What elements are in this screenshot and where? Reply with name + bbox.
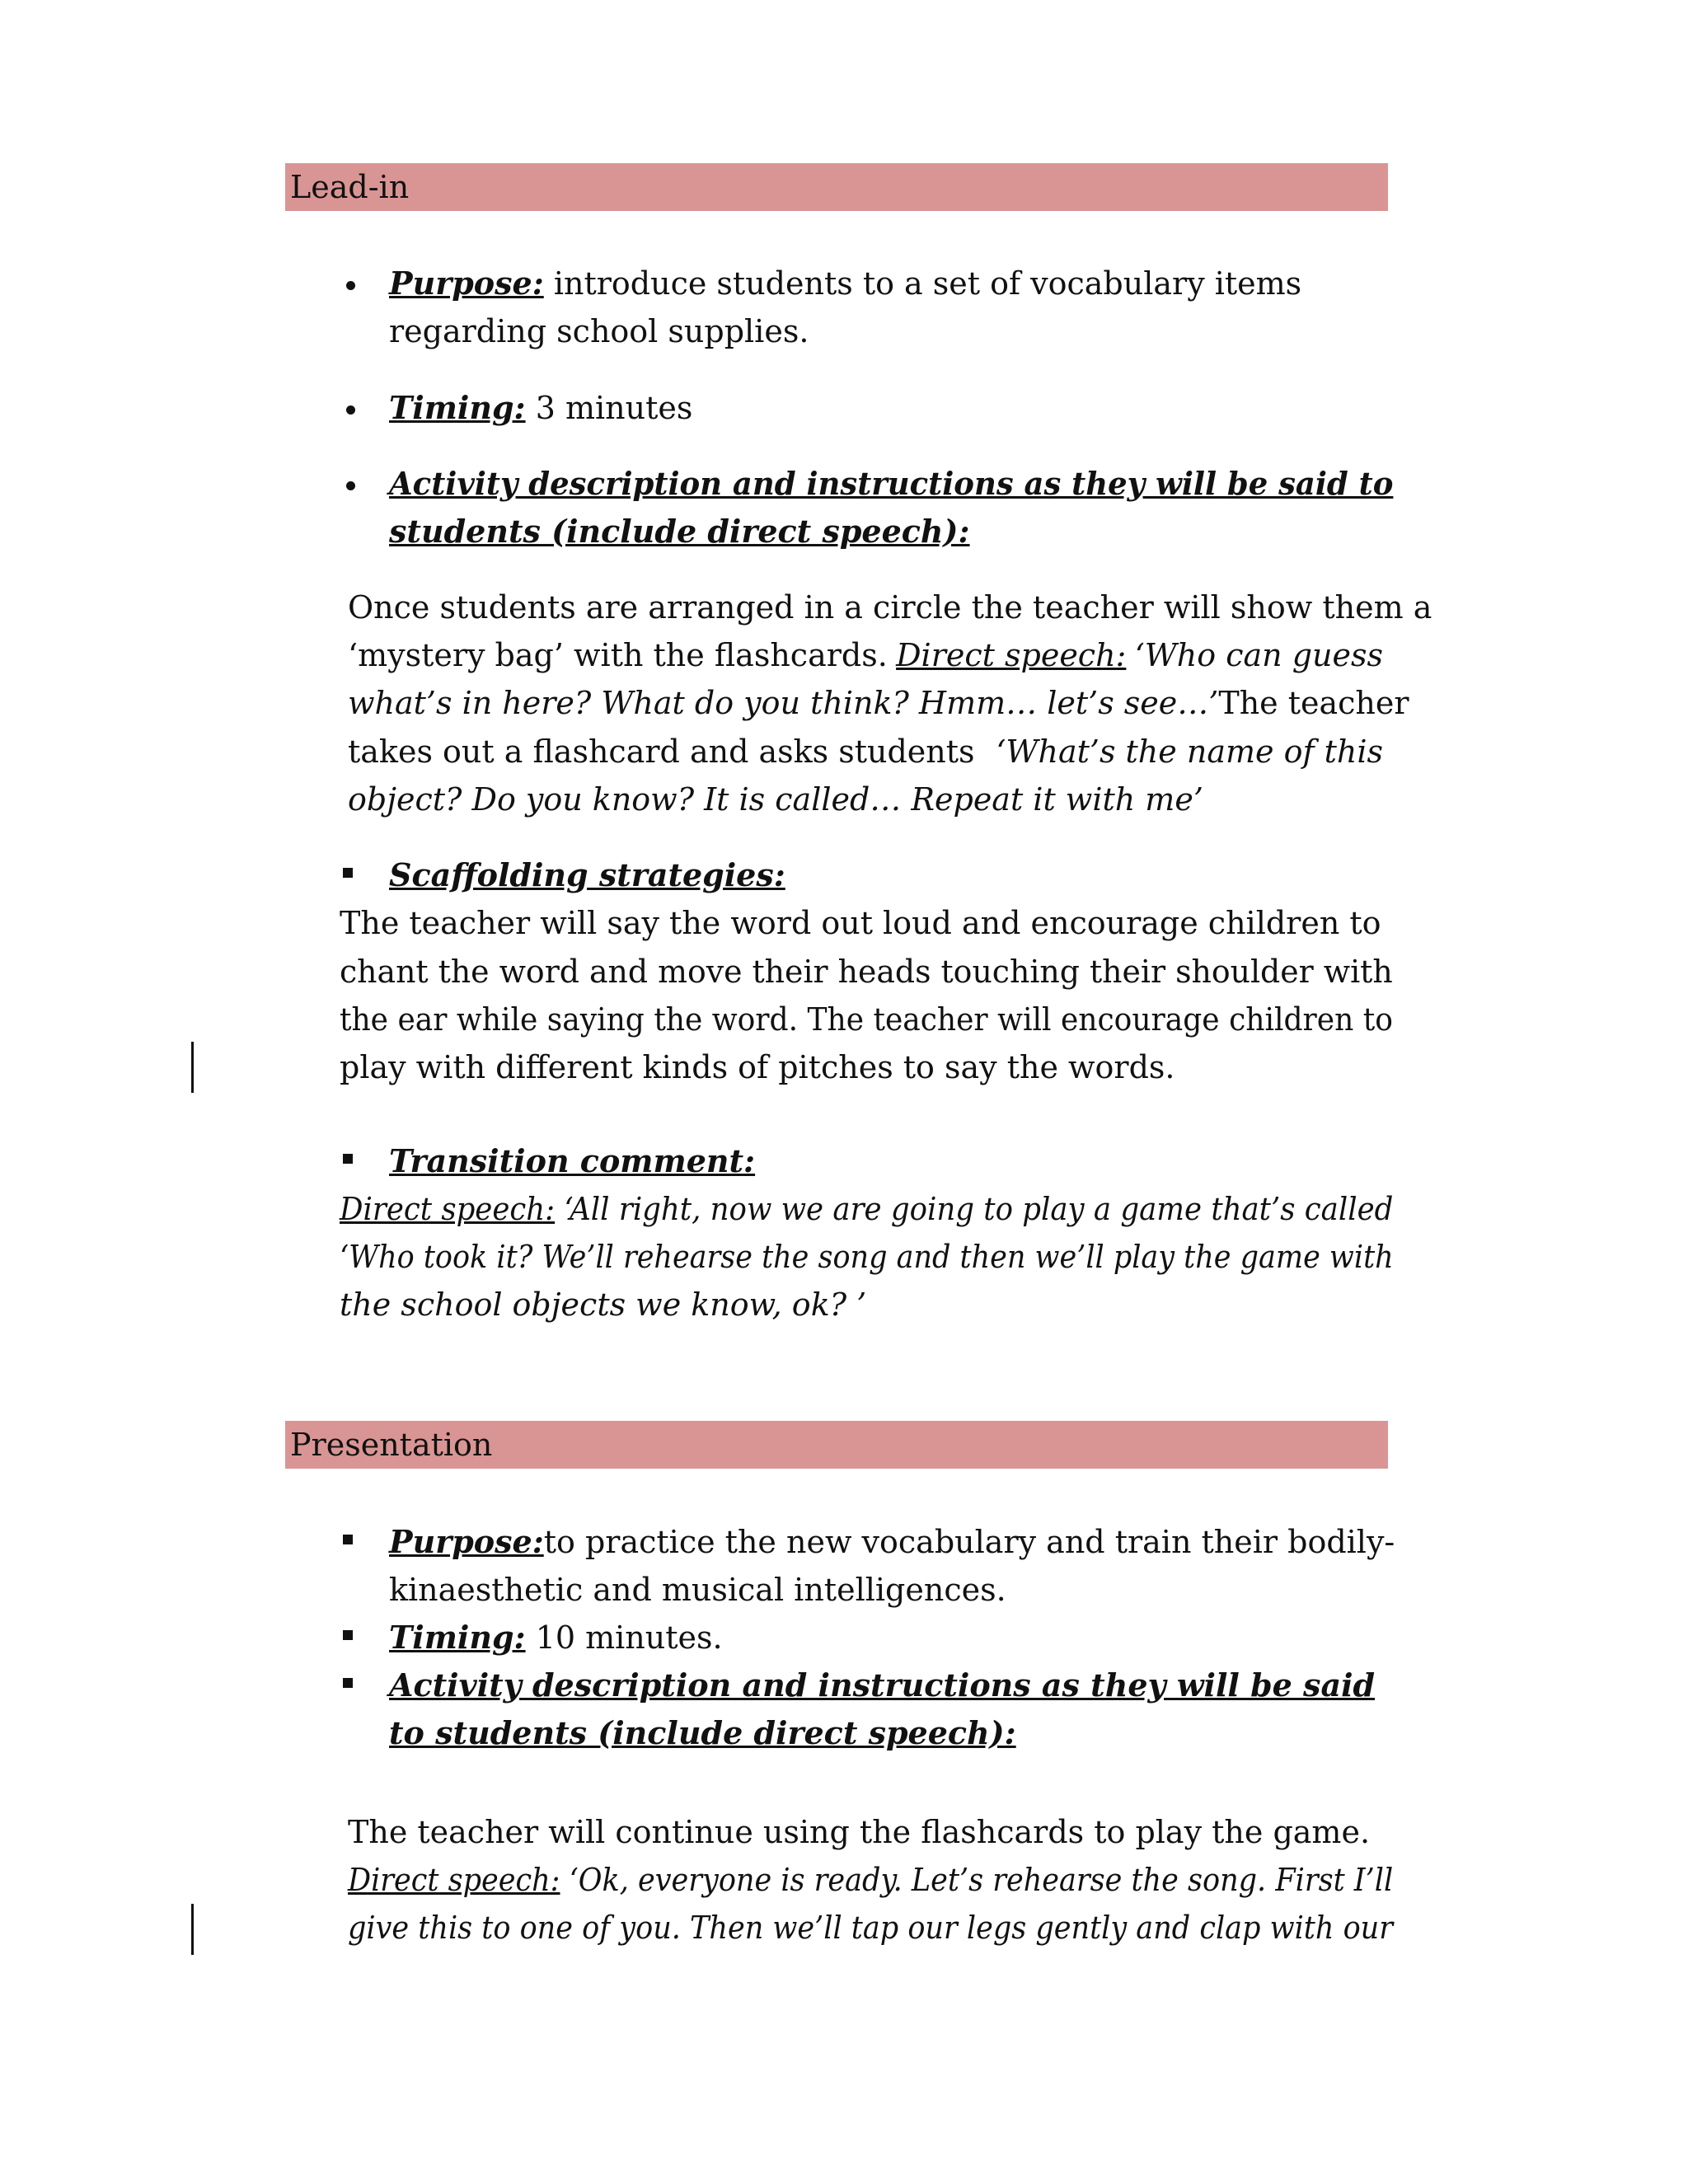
direct-speech-label: Direct speech: <box>896 637 1127 673</box>
presentation-purpose-line-2: kinaesthetic and musical intelligences. <box>389 1572 1006 1608</box>
leadin-activity-label-1: Activity description and instructions as they will be said to <box>389 465 1394 502</box>
leadin-body-line-5: object? Do you know? It is called… Repeat it with me’ <box>348 781 1203 818</box>
quote-text: ‘What’s the name of this <box>996 733 1383 770</box>
presentation-activity-label-2: to students (include direct speech): <box>389 1714 1016 1751</box>
body-text: ‘mystery bag’ with the flashcards. <box>348 637 888 673</box>
transition-line-2: ‘Who took it? We’ll rehearse the song and then we’ll play the game with <box>340 1239 1394 1275</box>
presentation-body-line-3: give this to one of you. Then we’ll tap our legs gently and clap with our <box>348 1910 1393 1946</box>
transition-label: Transition comment: <box>389 1142 756 1179</box>
leadin-body-line-3 <box>348 685 1409 721</box>
section-title: Lead-in <box>290 169 410 205</box>
body-text: The teacher will continue using the flashcards to play the game. <box>348 1814 1371 1850</box>
purpose-label: Purpose: <box>389 1523 544 1560</box>
bullet-square <box>343 1678 353 1688</box>
transition-line-3: the school objects we know, ok? ’ <box>340 1286 867 1323</box>
timing-label: Timing: <box>389 1619 526 1656</box>
bullet-dot <box>346 281 355 290</box>
presentation-body-line-2 <box>348 1864 1393 1896</box>
purpose-text: to practice the new vocabulary and train their bodily- <box>543 1524 1395 1560</box>
section-title: Presentation <box>290 1427 493 1463</box>
scaffold-line-3: the ear while saying the word. The teacher will encourage children to <box>340 1001 1393 1038</box>
presentation-activity-label-1: Activity description and instructions as they will be said <box>389 1666 1376 1704</box>
quote-text: ‘All right, now we are going to play a game that’s called <box>564 1191 1394 1227</box>
change-bar <box>191 1042 194 1093</box>
quote-text: ‘Who can guess <box>1134 637 1383 673</box>
leadin-purpose-line-2: regarding school supplies. <box>389 313 809 349</box>
bullet-square <box>343 1535 353 1544</box>
bullet-square <box>343 868 353 878</box>
transition-line-1 <box>340 1193 1393 1225</box>
presentation-purpose-line-1 <box>389 1523 1395 1560</box>
quote-text: what’s in here? What do you think? Hmm… let’s see…’ <box>348 685 1219 721</box>
change-bar <box>191 1904 194 1955</box>
direct-speech-label: Direct speech: <box>348 1862 560 1898</box>
body-text: Once students are arranged in a circle the teacher will show them a <box>348 589 1432 626</box>
presentation-body-line-1 <box>348 1816 1383 1848</box>
timing-label: Timing: <box>389 389 526 426</box>
purpose-text: introduce students to a set of vocabulary items <box>553 265 1302 302</box>
section-header-presentation <box>285 1421 1388 1469</box>
scaffold-line-2: chant the word and move their heads touching their shoulder with <box>340 954 1393 990</box>
leadin-body-line-4 <box>348 733 1383 770</box>
leadin-body-line-2 <box>348 637 1383 673</box>
timing-text: 10 minutes. <box>535 1619 723 1656</box>
quote-text: ‘Ok, everyone is ready. Let’s rehearse the song. First I’ll <box>569 1862 1394 1898</box>
bullet-dot <box>346 405 355 415</box>
timing-text: 3 minutes <box>535 390 693 426</box>
bullet-square <box>343 1630 353 1640</box>
leadin-body-line-1 <box>348 589 1432 626</box>
bullet-dot <box>346 481 355 490</box>
leadin-activity-label-2: students (include direct speech): <box>389 513 970 550</box>
scaffold-line-4: play with different kinds of pitches to say the words. <box>340 1049 1175 1085</box>
leadin-purpose-line-1 <box>389 265 1302 302</box>
body-text: takes out a flashcard and asks students <box>348 733 975 770</box>
bullet-square <box>343 1154 353 1164</box>
body-text: The teacher <box>1218 685 1409 721</box>
scaffolding-label: Scaffolding strategies: <box>389 856 785 893</box>
leadin-timing-line <box>389 389 693 426</box>
direct-speech-label: Direct speech: <box>340 1191 556 1227</box>
presentation-timing-line <box>389 1619 723 1656</box>
purpose-label: Purpose: <box>389 265 544 302</box>
scaffold-line-1: The teacher will say the word out loud and encourage children to <box>340 905 1381 941</box>
section-header-lead-in <box>285 163 1388 211</box>
